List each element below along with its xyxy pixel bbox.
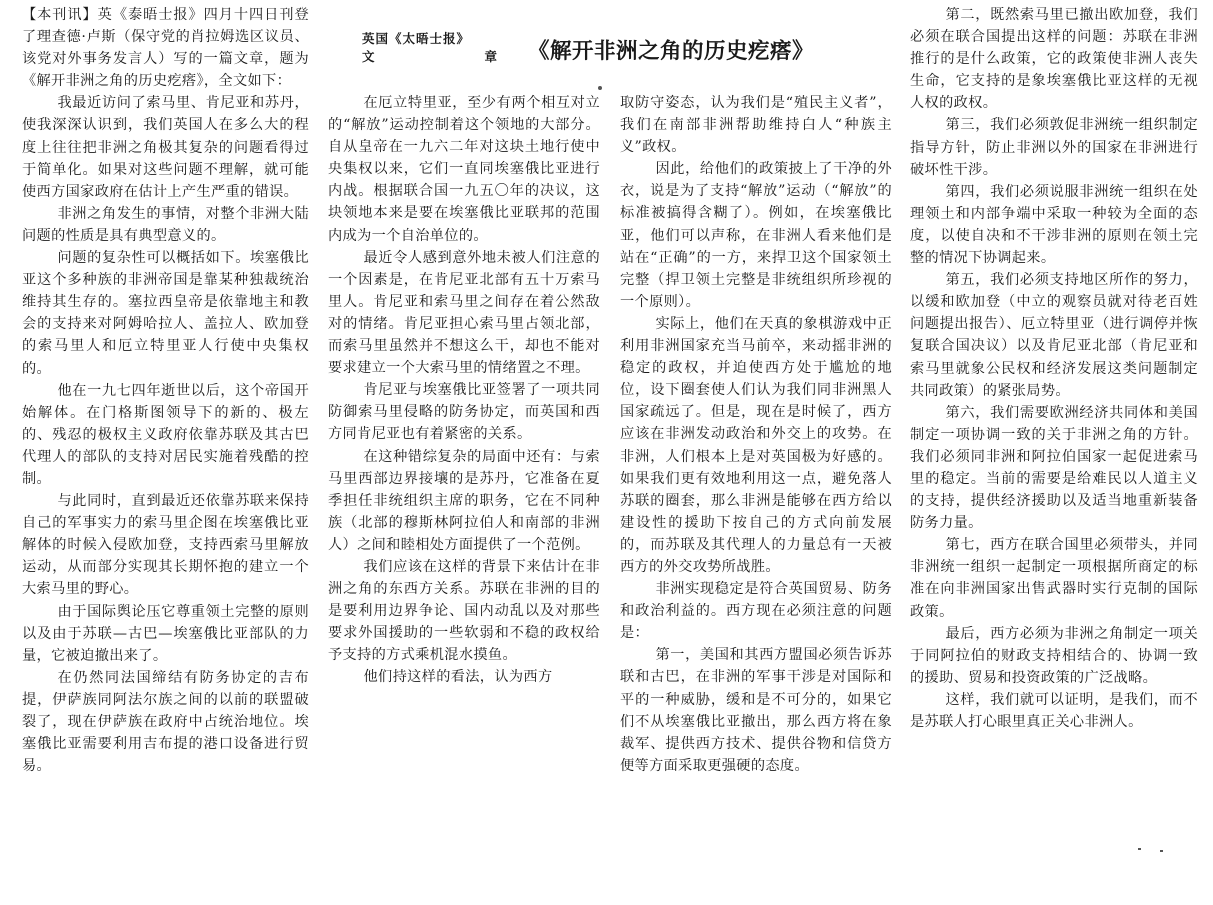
text-column-3 <box>620 92 892 777</box>
paragraph: 我们应该在这样的背景下来估计在非洲之角的东西方关系。苏联在非洲的目的是要利用边界争论、国内动乱以及对那些要求外国援助的一些软弱和不稳的政权给予支持的方式乘机混水摸鱼。 <box>328 558 600 664</box>
byline <box>362 30 498 66</box>
paragraph: 在这种错综复杂的局面中还有：与索马里西部边界接壤的是苏丹，它准备在夏季担任非统组织主席的职务，它在不同种族（北部的穆斯林阿拉伯人和南部的非洲人）之间和睦相处方面提供了一个范例。 <box>328 448 600 553</box>
paragraph: 第三，我们必须敦促非洲统一组织制定指导方针，防止非洲以外的国家在非洲进行破坏性干涉。 <box>910 117 1198 178</box>
paragraph: 第五，我们必须支持地区所作的努力，以缓和欧加登（中立的观察员就对待老百姓问题提出报告）、厄立特里亚（进行调停并恢复联合国决议）以及肯尼亚北部（肯尼亚和索马里就象公民权和经济发展这类问题制定共同政策）的紧张局势。 <box>910 272 1198 399</box>
paragraph: 最近令人感到意外地未被人们注意的一个因素是，在肯尼亚北部有五十万索马里人。肯尼亚和索马里之间存在着公然敌对的情绪。肯尼亚担心索马里占领北部，而索马里虽然并不想这么干，却也不能对要求建立一个大索马里的情绪置之不理。 <box>328 249 600 377</box>
paragraph: 他们持这样的看法，认为西方 <box>363 669 553 686</box>
text-column-1 <box>22 4 309 777</box>
paragraph: 第六，我们需要欧洲经济共同体和美国制定一项协调一致的关于非洲之角的方针。我们必须同非洲和阿拉伯国家一起促进索马里的稳定。当前的需要是给难民以人道主义的支持，提供经济援助以及适当地重新装备防务力量。 <box>910 404 1198 532</box>
paragraph: 实际上，他们在天真的象棋游戏中正利用非洲国家充当马前卒，来动摇非洲的稳定的政权，并迫使西方处于尴尬的地位，设下圈套使人们认为我们同非洲黑人国家疏远了。但是，现在是时候了，西方应该在非洲发动政治和外交上的攻势。在非洲，人们根本上是对英国极为好感的。如果我们更有效地利用这一点，避免落人苏联的圈套，那么非洲是能够在西方给以建设性的援助下按自己的方式向前发展的，而苏联及其代理人的力量总有一天被西方的外交攻势所战胜。 <box>620 315 892 575</box>
text-column-4 <box>910 4 1198 733</box>
paragraph: 【本刊讯】英《泰晤士报》四月十四日刊登了理查德·卢斯（保守党的肖拉姆选区议员、该党对外事务发言人）写的一篇文章，题为《解开非洲之角的历史疙瘩》，全文如下： <box>22 7 309 90</box>
paragraph: 第七，西方在联合国里必须带头，并同非洲统一组织一起制定一项根据所商定的标准在向非洲国家出售武器时实行克制的国际政策。 <box>910 537 1198 620</box>
paragraph: 在厄立特里亚，至少有两个相互对立的“解放”运动控制着这个领地的大部分。自从皇帝在一九六二年对这块土地行使中央集权以来，它们一直同埃塞俄比亚进行内战。根据联合国一九五〇年的决议，这块领地本来是要在埃塞俄比亚联邦的范围内成为一个自治单位的。 <box>328 95 600 244</box>
article-headline: 《解开非洲之角的历史疙瘩》 <box>528 39 815 64</box>
paragraph: 取防守姿态，认为我们是“殖民主义者”，我们在南部非洲帮助维持白人“种族主义”政权。 <box>620 95 892 156</box>
scan-speck <box>598 86 602 90</box>
scan-speck <box>1160 850 1163 852</box>
paragraph: 这样，我们就可以证明，是我们，而不是苏联人打心眼里真正关心非洲人。 <box>910 691 1198 730</box>
paragraph: 因此，给他们的政策披上了干净的外衣，说是为了支持“解放”运动（“解放”的标准被搞得含糊了）。例如，在埃塞俄比亚，他们可以声称，在非洲人看来他们是站在“正确”的一方，来捍卫这个国家领土完整（捍卫领土完整是非统组织所珍视的一个原则）。 <box>620 161 892 310</box>
paragraph: 在仍然同法国缔结有防务协定的吉布提，伊萨族同阿法尔族之间的以前的联盟破裂了，现在伊萨族在政府中占统治地位。埃塞俄比亚需要利用吉布提的港口设备进行贸易。 <box>22 669 309 775</box>
paragraph: 肯尼亚与埃塞俄比亚签署了一项共同防御索马里侵略的防务协定，而英国和西方同肯尼亚也有着紧密的关系。 <box>328 382 600 443</box>
byline-source: 英国《太晤士报》 <box>362 31 471 46</box>
paragraph: 我最近访问了索马里、肯尼亚和苏丹，使我深深认识到，我们英国人在多么大的程度上往往把非洲之角极其复杂的问题看得过于简单化。如果对这些问题不理解，就可能使西方国家政府在估计上产生严重的错误。 <box>22 95 309 200</box>
paragraph: 第二，既然索马里已撤出欧加登，我们必须在联合国提出这样的问题：苏联在非洲推行的是什么政策，它的政策使非洲人丧失生命，它支持的是象埃塞俄比亚这样的无视人权的政权。 <box>910 7 1198 112</box>
paragraph: 他在一九七四年逝世以后，这个帝国开始解体。在门格斯图领导下的新的、极左的、残忍的极权主义政府依靠苏联及其古巴代理人的部队的支持对居民实施着残酷的控制。 <box>22 382 309 487</box>
paragraph: 由于国际舆论压它尊重领土完整的原则以及由于苏联—古巴—埃塞俄比亚部队的力量，它被迫撤出来了。 <box>22 603 309 664</box>
paragraph: 第四，我们必须说服非洲统一组织在处理领土和内部争端中采取一种较为全面的态度，以使自决和不干涉非洲的原则在领土完整的情况下协调起来。 <box>910 183 1198 267</box>
paragraph: 最后，西方必须为非洲之角制定一项关于同阿拉伯的财政支持相结合的、协调一致的援助、贸易和投资政策的广泛战略。 <box>910 625 1198 686</box>
paragraph: 非洲之角发生的事情，对整个非洲大陆问题的性质是具有典型意义的。 <box>22 205 309 244</box>
paragraph: 与此同时，直到最近还依靠苏联来保持自己的军事实力的索马里企图在埃塞俄比亚解体的时候入侵欧加登，支持西索马里解放运动，从而部分实现其长期怀抱的建立一个大索马里的野心。 <box>22 493 309 598</box>
paragraph: 第一，美国和其西方盟国必须告诉苏联和古巴，在非洲的军事干涉是对国际和平的一种威胁，缓和是不可分的，如果它们不从埃塞俄比亚撤出，那么西方将在象裁军、提供西方技术、提供谷物和信贷方便等方面采取更强硬的态度。 <box>620 647 892 774</box>
paragraph: 问题的复杂性可以概括如下。埃塞俄比亚这个多种族的非洲帝国是靠某种独裁统治维持其生存的。塞拉西皇帝是依靠地主和教会的支持来对阿姆哈拉人、盖拉人、欧加登的索马里人和厄立特里亚人行使中央集权的。 <box>22 250 309 377</box>
paragraph: 非洲实现稳定是符合英国贸易、防务和政治利益的。西方现在必须注意的问题是： <box>620 581 892 642</box>
byline-type: 文 章 <box>362 49 498 64</box>
text-column-2 <box>328 92 600 689</box>
scan-speck <box>1138 848 1141 850</box>
